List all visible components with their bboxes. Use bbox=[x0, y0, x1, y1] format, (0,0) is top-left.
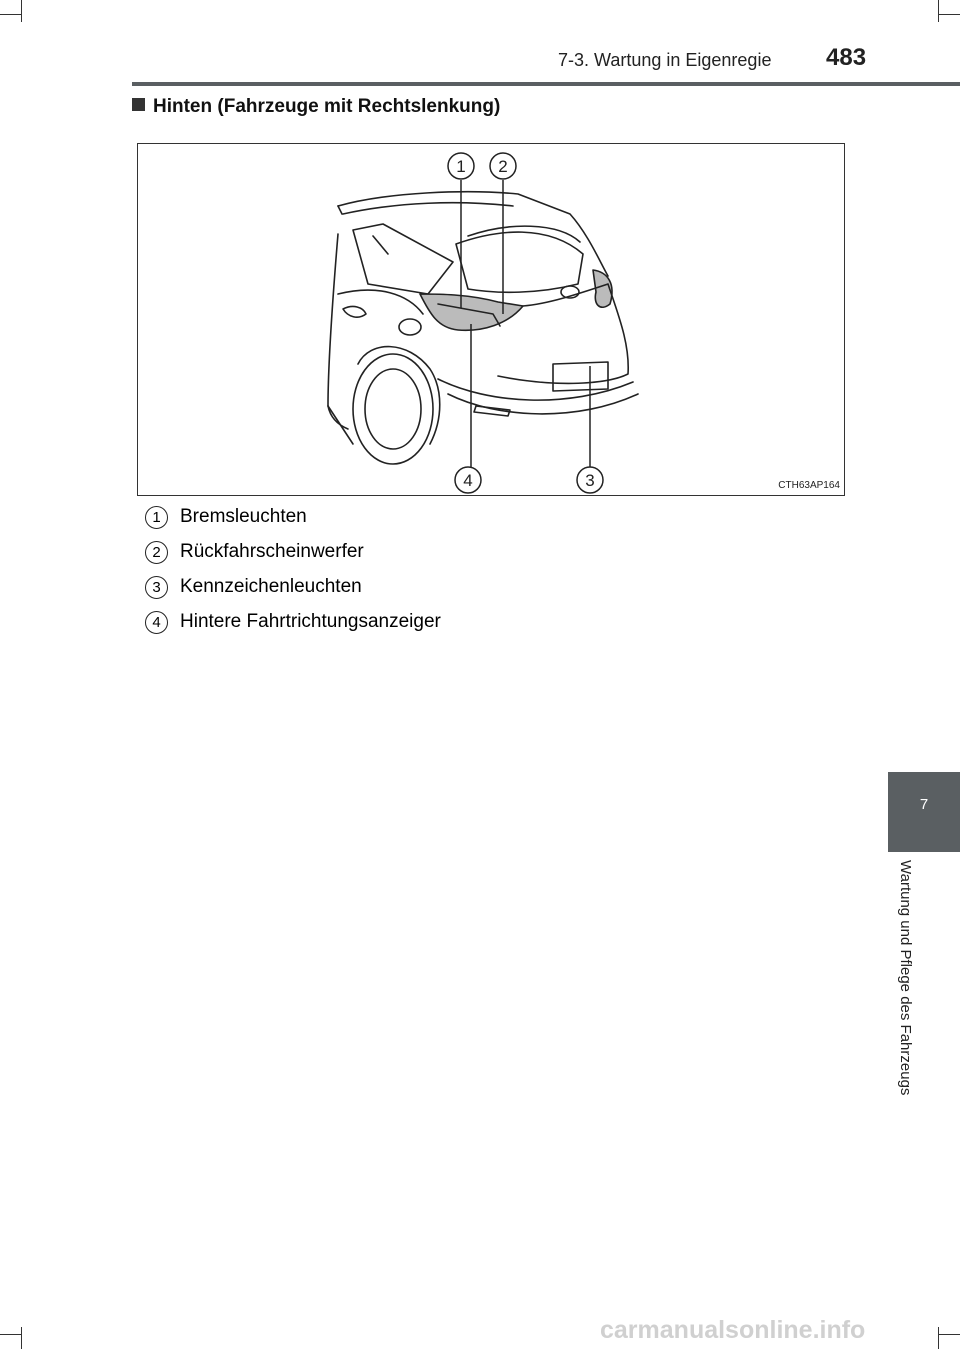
callout-label-2: 2 bbox=[498, 157, 508, 176]
car-rear-illustration bbox=[138, 144, 844, 495]
crop-mark bbox=[938, 0, 939, 22]
legend-number: 1 bbox=[145, 506, 168, 529]
header-divider bbox=[132, 82, 960, 86]
legend-text: Kennzeichenleuchten bbox=[180, 576, 362, 597]
crop-mark bbox=[21, 1327, 22, 1349]
square-bullet-icon bbox=[132, 98, 145, 111]
legend-text: Rückfahrscheinwerfer bbox=[180, 541, 364, 562]
crop-mark bbox=[0, 14, 22, 15]
chapter-number: 7 bbox=[919, 796, 929, 813]
legend-number: 3 bbox=[145, 576, 168, 599]
callout-label-1: 1 bbox=[456, 157, 466, 176]
page-number: 483 bbox=[826, 44, 867, 71]
chapter-tab bbox=[888, 772, 960, 852]
legend-number: 2 bbox=[145, 541, 168, 564]
figure-code: CTH63AP164 bbox=[778, 480, 840, 491]
section-heading bbox=[132, 96, 500, 118]
crop-mark bbox=[0, 1334, 22, 1335]
legend-text: Hintere Fahrtrichtungsanzeiger bbox=[180, 611, 441, 632]
crop-mark bbox=[21, 0, 22, 22]
crop-mark bbox=[938, 14, 960, 15]
car-rear-figure bbox=[137, 143, 845, 496]
crop-mark bbox=[938, 1327, 939, 1349]
callout-label-4: 4 bbox=[463, 471, 473, 490]
page-header-section: 7-3. Wartung in Eigenregie bbox=[558, 50, 772, 70]
crop-mark bbox=[938, 1334, 960, 1335]
legend-number: 4 bbox=[145, 611, 168, 634]
chapter-title: Wartung und Pflege des Fahrzeugs bbox=[897, 860, 914, 1096]
legend-text: Bremsleuchten bbox=[180, 506, 307, 527]
watermark: carmanualsonline.info bbox=[600, 1316, 866, 1344]
section-heading-text: Hinten (Fahrzeuge mit Rechtslenkung) bbox=[153, 96, 501, 117]
callout-label-3: 3 bbox=[585, 471, 595, 490]
